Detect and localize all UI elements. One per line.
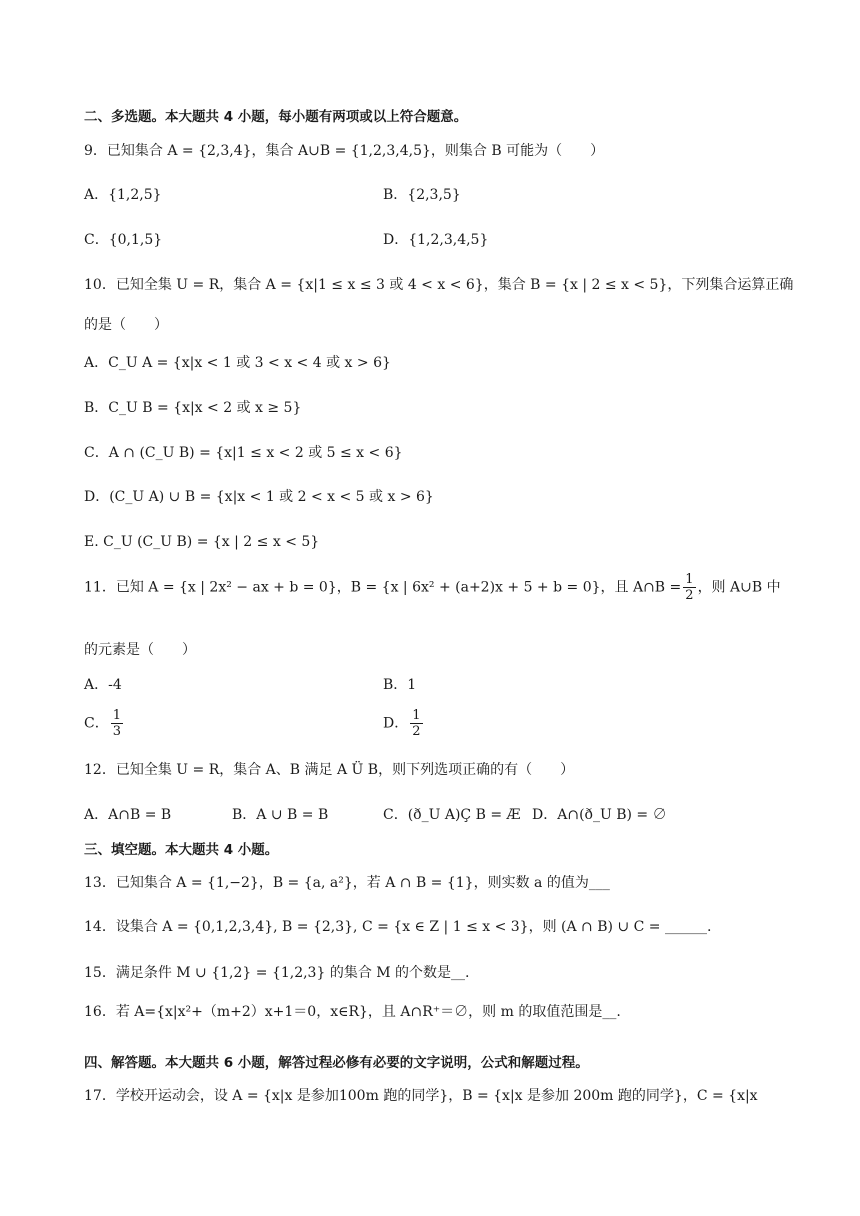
question-15: 15．满足条件 M ∪ {1,2} = {1,2,3} 的集合 M 的个数是__. bbox=[84, 965, 470, 981]
question-10-stem-continued: 的是（ ） bbox=[84, 317, 168, 333]
fraction-denominator: 3 bbox=[112, 724, 121, 739]
fraction-denominator: 2 bbox=[685, 588, 694, 603]
question-17: 17．学校开运动会，设 A = {x|x 是参加100m 跑的同学}，B = {x|x 是参加 200m 跑的同学}，C = {x|x bbox=[84, 1088, 758, 1104]
fraction-denominator: 2 bbox=[412, 724, 421, 739]
question-11-stem-continued: 的元素是（ ） bbox=[84, 642, 196, 658]
question-10-option-c: C．A ∩ (C_U B) = {x|1 ≤ x < 2 或 5 ≤ x < 6} bbox=[84, 445, 403, 461]
option-c-label: C． bbox=[84, 715, 109, 732]
question-9-option-d: D．{1,2,3,4,5} bbox=[383, 232, 489, 248]
option-d-fraction bbox=[410, 708, 422, 739]
question-11-option-c bbox=[84, 708, 125, 739]
question-11-option-a: A．-4 bbox=[84, 677, 122, 693]
question-10-option-a: A．C_U A = {x|x < 1 或 3 < x < 4 或 x > 6} bbox=[84, 355, 391, 371]
fraction-numerator: 1 bbox=[412, 708, 421, 723]
question-13: 13．已知集合 A = {1,−2}，B = {a, a²}，若 A ∩ B = {1}，则实数 a 的值为___ bbox=[84, 875, 610, 891]
question-14: 14．设集合 A = {0,1,2,3,4}, B = {2,3}, C = {x ∈ Z | 1 ≤ x < 3}，则 (A ∩ B) ∪ C = ______. bbox=[84, 919, 712, 935]
section-heading-fill-in: 三、填空题。本大题共 4 小题。 bbox=[84, 842, 279, 858]
question-12-option-a: A．A∩B = B bbox=[84, 807, 172, 823]
fraction-numerator: 1 bbox=[685, 572, 694, 587]
question-9-option-b: B．{2,3,5} bbox=[383, 187, 461, 203]
question-11-stem bbox=[84, 572, 781, 603]
question-10-option-b: B．C_U B = {x|x < 2 或 x ≥ 5} bbox=[84, 400, 302, 416]
question-11-option-b: B．1 bbox=[383, 677, 417, 693]
question-12-stem: 12．已知全集 U = R，集合 A、B 满足 A Ü B，则下列选项正确的有（ ） bbox=[84, 762, 575, 778]
option-d-label: D． bbox=[383, 715, 409, 732]
section-heading-multiple-choice: 二、多选题。本大题共 4 小题，每小题有两项或以上符合题意。 bbox=[84, 109, 468, 125]
question-11-stem-tail: ，则 A∪B 中 bbox=[697, 579, 781, 596]
question-11-stem-text: 11．已知 A = {x | 2x² − ax + b = 0}，B = {x | 6x² + (a+2)x + 5 + b = 0}，且 A∩B = bbox=[84, 579, 682, 596]
question-12-option-b: B．A ∪ B = B bbox=[232, 807, 329, 823]
question-10-option-e: E. C_U (C_U B) = {x | 2 ≤ x < 5} bbox=[84, 534, 320, 550]
question-10-stem: 10．已知全集 U = R，集合 A = {x|1 ≤ x ≤ 3 或 4 < x < 6}，集合 B = {x | 2 ≤ x < 5}，下列集合运算正确 bbox=[84, 277, 794, 293]
question-9-option-a: A．{1,2,5} bbox=[84, 187, 162, 203]
question-12-option-d: D．A∩(ð_U B) = ∅ bbox=[532, 807, 667, 823]
question-9-stem: 9．已知集合 A = {2,3,4}，集合 A∪B = {1,2,3,4,5}，则集合 B 可能为（ ） bbox=[84, 143, 605, 159]
fraction-numerator: 1 bbox=[112, 708, 121, 723]
question-11-fraction bbox=[683, 572, 695, 603]
question-9-option-c: C．{0,1,5} bbox=[84, 232, 163, 248]
question-16: 16．若 A={x|x²+（m+2）x+1＝0，x∈R}，且 A∩R⁺＝∅，则 m 的取值范围是__. bbox=[84, 1004, 621, 1020]
option-c-fraction bbox=[111, 708, 123, 739]
question-12-option-c: C．(ð_U A)Ç B = Æ bbox=[383, 807, 521, 823]
section-heading-problems: 四、解答题。本大题共 6 小题，解答过程必修有必要的文字说明，公式和解题过程。 bbox=[84, 1055, 589, 1071]
question-11-option-d bbox=[383, 708, 425, 739]
question-10-option-d: D．(C_U A) ∪ B = {x|x < 1 或 2 < x < 5 或 x > 6} bbox=[84, 489, 434, 505]
